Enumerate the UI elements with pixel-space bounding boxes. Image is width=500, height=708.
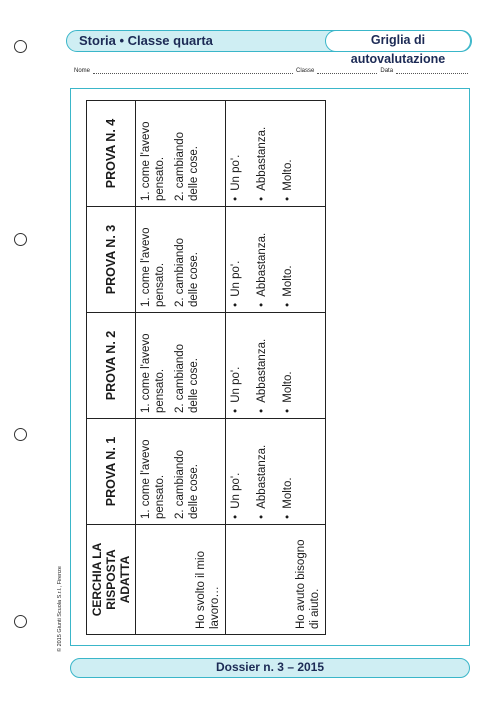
option-molto[interactable]: ● Molto. — [281, 106, 295, 201]
self-assessment-table — [86, 100, 326, 635]
option-un-po[interactable]: ● Un po'. — [229, 318, 243, 413]
binder-hole — [14, 40, 27, 53]
date-label: Data — [380, 68, 394, 74]
option-abbastanza[interactable]: ● Abbastanza. — [255, 106, 269, 201]
option-molto[interactable]: ● Molto. — [281, 318, 295, 413]
option-un-po[interactable]: ● Un po'. — [229, 424, 243, 519]
option-abbastanza[interactable]: ● Abbastanza. — [255, 318, 269, 413]
header-cell-prova-4: PROVA N. 4 — [87, 101, 136, 207]
footer-bar — [70, 658, 470, 678]
option-abbastanza[interactable]: ● Abbastanza. — [255, 212, 269, 307]
question-cell: Ho avuto bisogno di aiuto. — [226, 525, 326, 635]
option-abbastanza[interactable]: ● Abbastanza. — [255, 424, 269, 519]
question-cell: Ho svolto il mio lavoro… — [136, 525, 226, 635]
grid-holder — [86, 101, 321, 635]
name-field[interactable] — [93, 68, 293, 74]
page-title: Griglia di autovalutazione — [325, 30, 471, 52]
subject-label: Storia • Classe quarta — [79, 33, 213, 48]
name-label: Nome — [74, 68, 91, 74]
answer-cell[interactable] — [136, 419, 226, 525]
date-field[interactable] — [396, 68, 468, 74]
header-cell-prova-3: PROVA N. 3 — [87, 207, 136, 313]
binder-hole — [14, 428, 27, 441]
answer-cell[interactable] — [226, 101, 326, 207]
header-cell-prova-1: PROVA N. 1 — [87, 419, 136, 525]
answer-cell[interactable] — [136, 101, 226, 207]
option-2[interactable]: 2. cambiando delle cose. — [174, 449, 200, 519]
option-molto[interactable]: ● Molto. — [281, 424, 295, 519]
copyright-notice: © 2015 Giunti Scuola S.r.l., Firenze — [57, 566, 63, 652]
rotated-grid — [86, 101, 321, 635]
student-fields — [74, 68, 470, 74]
binder-hole — [14, 615, 27, 628]
footer-label: Dossier n. 3 – 2015 — [215, 660, 325, 674]
option-1[interactable]: 1. come l'avevo pensato. — [140, 121, 166, 201]
binder-hole — [14, 233, 27, 246]
option-2[interactable]: 2. cambiando delle cose. — [174, 343, 200, 413]
answer-cell[interactable] — [136, 207, 226, 313]
option-1[interactable]: 1. come l'avevo pensato. — [140, 333, 166, 413]
option-2[interactable]: 2. cambiando delle cose. — [174, 131, 200, 201]
header-bar — [66, 30, 472, 66]
option-1[interactable]: 1. come l'avevo pensato. — [140, 439, 166, 519]
option-molto[interactable]: ● Molto. — [281, 212, 295, 307]
answer-cell[interactable] — [226, 313, 326, 419]
header-cell-prova-2: PROVA N. 2 — [87, 313, 136, 419]
answer-cell[interactable] — [136, 313, 226, 419]
option-1[interactable]: 1. come l'avevo pensato. — [140, 227, 166, 307]
class-label: Classe — [296, 68, 315, 74]
option-un-po[interactable]: ● Un po'. — [229, 212, 243, 307]
header-cell-instructions: CERCHIA LA RISPOSTA ADATTA — [87, 525, 136, 635]
option-un-po[interactable]: ● Un po'. — [229, 106, 243, 201]
answer-cell[interactable] — [226, 419, 326, 525]
answer-cell[interactable] — [226, 207, 326, 313]
option-2[interactable]: 2. cambiando delle cose. — [174, 237, 200, 307]
class-field[interactable] — [317, 68, 377, 74]
